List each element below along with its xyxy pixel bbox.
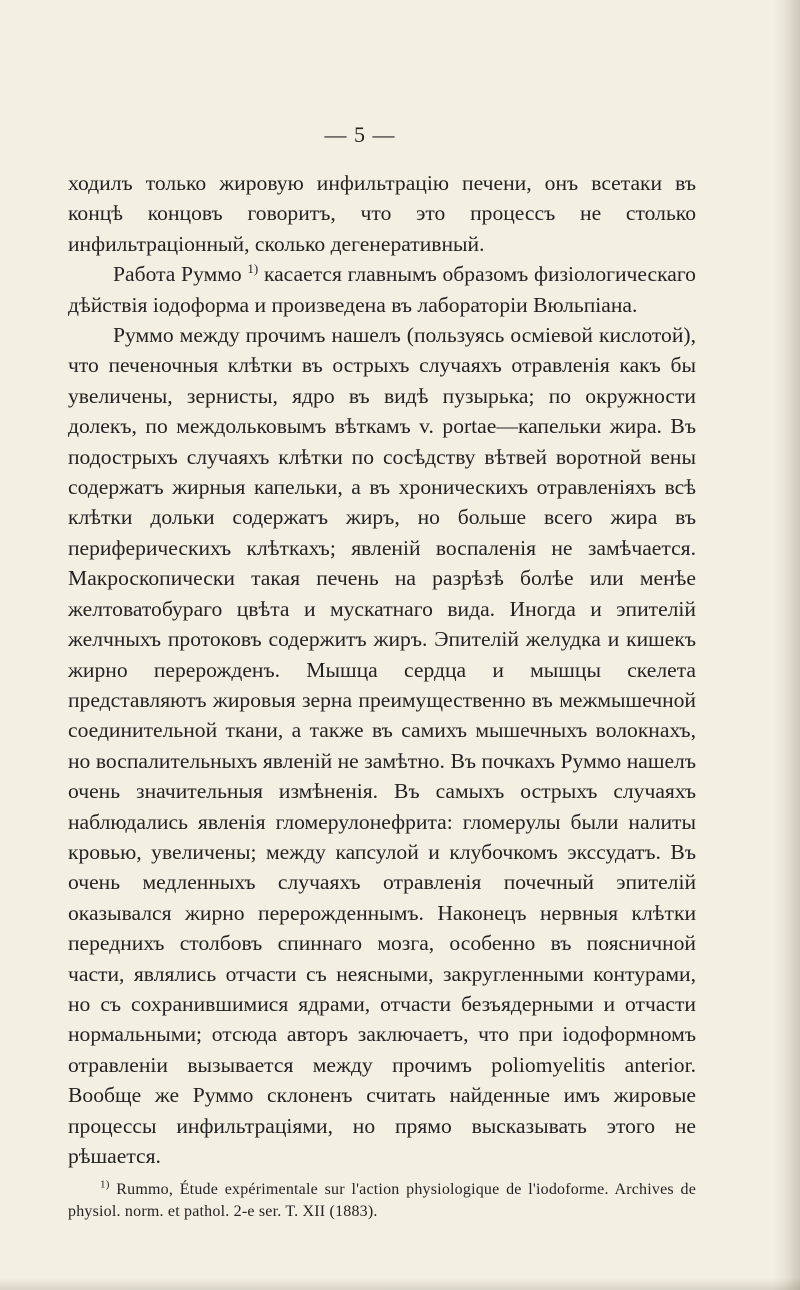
page-bottom-shadow [0,1278,800,1290]
paragraph-3: Руммо между прочимъ нашелъ (пользуясь осміевой кислотой), что печеночныя клѣтки въ острыхъ случаяхъ отравленія какъ бы увеличены, зернисты, ядро въ видѣ пузырька; по окружности долекъ, по междольковымъ вѣткамъ v. portae—капельки жира. Въ подострыхъ случаяхъ клѣтки по сосѣдству вѣтвей воротной вены содержатъ жирныя капельки, а въ хроническихъ отравленіяхъ всѣ клѣтки дольки содержатъ жиръ, но больше всего жира въ периферическихъ клѣткахъ; явленій воспаленія не замѣчается. Макроскопически такая печень на разрѣзѣ болѣе или менѣе желтоватобураго цвѣта и мускатнаго вида. Иногда и эпителій желчныхъ протоковъ содержитъ жиръ. Эпителій желудка и кишекъ жирно перерожденъ. Мышца сердца и мышцы скелета представляютъ жировыя зерна преимущественно въ межмышечной соединительной ткани, а также въ самихъ мышечныхъ волокнахъ, но воспалительныхъ явленій не замѣтно. Въ почкахъ Руммо нашелъ очень значительныя измѣненія. Въ самыхъ острыхъ случаяхъ наблюдались явленія гломерулонефрита: гломерулы были налиты кровью, увеличены; между капсулой и клубочкомъ экссудатъ. Въ очень медленныхъ случаяхъ отравленія почечный эпителій оказывался жирно перерожденнымъ. Наконецъ нервныя клѣтки переднихъ столбовъ спиннаго мозга, особенно въ поясничной части, являлись отчасти съ неясными, закругленными контурами, но съ сохранившимися ядрами, отчасти безъядерными и отчасти нормальными; отсюда авторъ заключаетъ, что при іодоформномъ отравленіи вызывается между прочимъ poliomyelitis anterior. Вообще же Руммо склоненъ считать найденные имъ жировые процессы инфильтраціями, но прямо высказывать этого не рѣшается. [68,323,696,1168]
paragraph-2 [68,259,696,320]
footnote-reference: 1) [247,261,259,277]
paragraph-2-lead: Работа Руммо [113,262,242,287]
page-edge-shadow [774,0,800,1290]
footnote-text: Rummo, Étude expérimentale sur l'action physiologique de l'iodoforme. Archives de physiol. norm. et pathol. 2-e ser. T. XII (1883). [68,1181,696,1220]
main-text [68,168,696,1171]
footnote-marker: 1) [100,1178,110,1191]
footnote [68,1179,696,1223]
paragraph-1: ходилъ только жировую инфильтрацію печени, онъ всетаки въ концѣ концовъ говоритъ, что это процессъ не столько инфильтраціонный, сколько дегенеративный. [68,171,696,256]
paragraph-2-rest: касается главнымъ образомъ физіологическаго дѣйствія іодоформа и произведена въ лабораторіи Вюльпіана. [68,262,696,317]
page-number: — 5 — [324,122,396,147]
